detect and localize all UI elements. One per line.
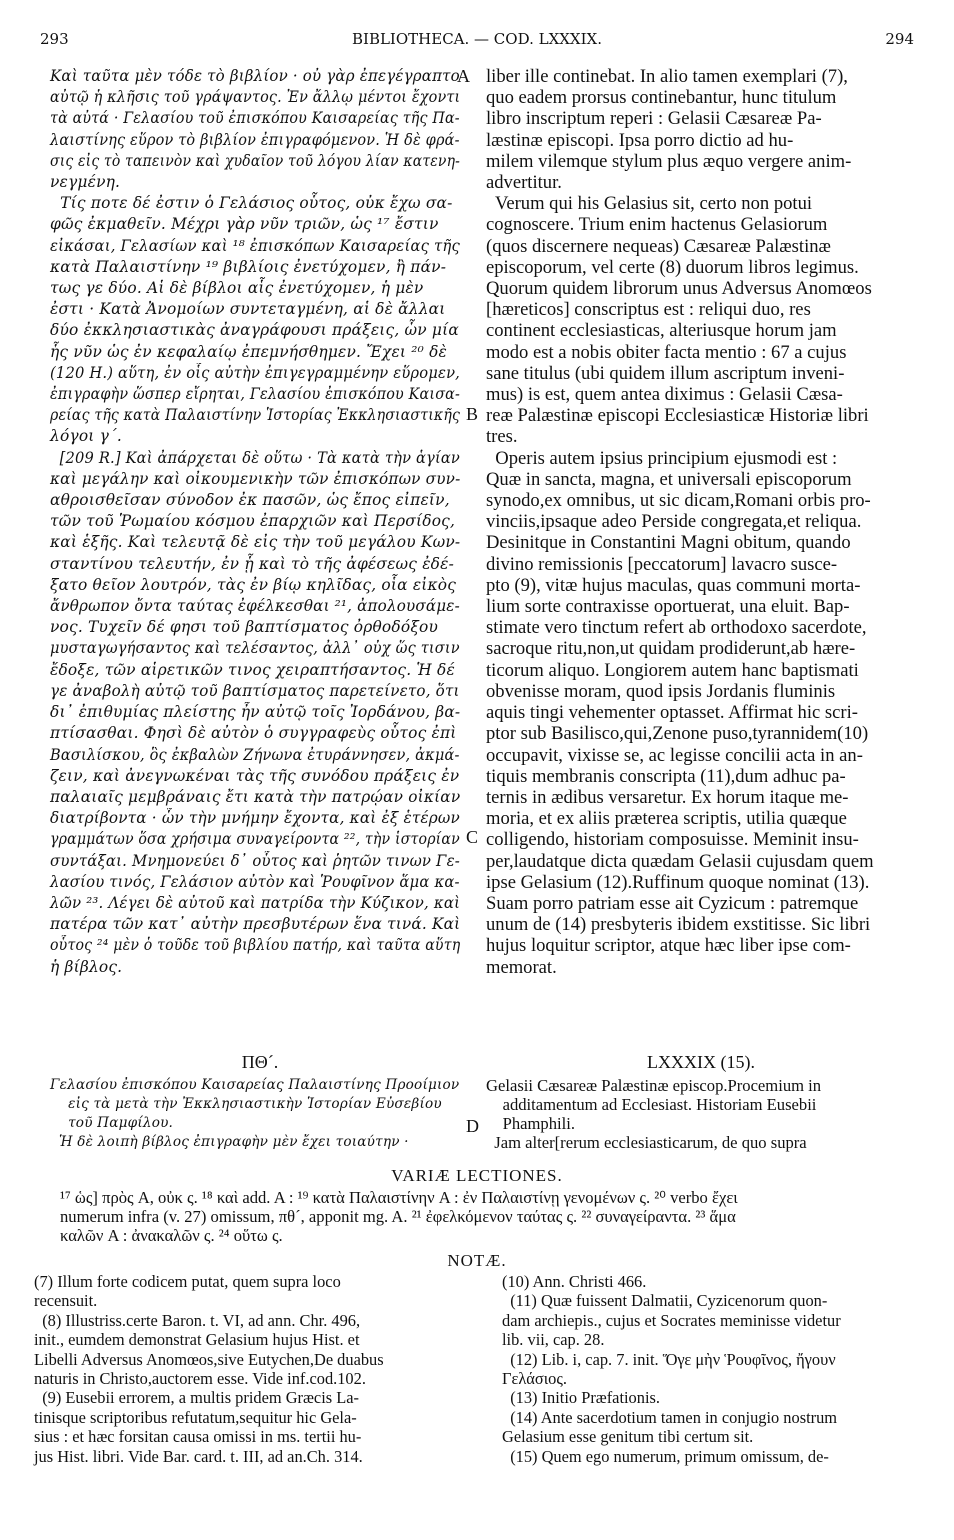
text-line: λασίου τινός, Γελάσιον αὐτὸν καὶ Ῥουφῖνον ἅμα κα- — [50, 872, 460, 891]
text-line: ἔδοξε, τῶν αἱρετικῶν τινος χειραπτήσαντος. Ἡ δέ — [50, 660, 455, 679]
text-line: καὶ ἑξῆς. Καὶ τελευτᾷ δὲ εἰς τὴν τοῦ μεγάλου Κων- — [50, 533, 461, 552]
text-line: hujus loquitur scriptor, atque hæc liber ipse com- — [486, 935, 851, 957]
variae-lectiones — [60, 1188, 738, 1245]
note-line: (12) Lib. i, cap. 7. init. Ὅγε μὴν Ῥουφῖνος, ἤγουν — [502, 1349, 836, 1369]
text-line: φῶς ἐκμαθεῖν. Μέχρι γὰρ νῦν τριῶν, ὡς ¹⁷ ἔστιν — [50, 215, 439, 234]
text-line: advertitur. — [486, 172, 562, 194]
note-line: Γελάσιος. — [502, 1369, 567, 1389]
note-line: (15) Quem ego numerum, primum omissum, de- — [502, 1446, 829, 1466]
text-line: Τίς ποτε δέ ἐστιν ὁ Γελάσιος οὗτος, οὐκ ἔχω σα- — [50, 194, 453, 213]
note-line: tinisque scriptoribus refutatum,sequitur hic Gela- — [34, 1407, 357, 1427]
text-line: occupavit, vixisse se, ac legisse concilii acta in an- — [486, 744, 863, 766]
text-line: πατέρα τῶν κατ᾽ αὐτὴν πρεσβυτέρων ἕνα τινά. Καὶ — [50, 915, 461, 934]
text-line: modo est a nobis obiter facta mentio : 67 a cujus — [486, 341, 847, 363]
note-line: Gelasium esse genitum tibi certum sit. — [502, 1427, 754, 1447]
note-line: (7) Illum forte codicem putat, quem supra loco — [34, 1272, 341, 1291]
text-line: memorat. — [486, 956, 557, 978]
text-line: ipse Gelasium (12).Ruffinum quoque nominat (13). — [486, 871, 870, 893]
text-line: οὗτος ²⁴ μὲν ὁ τοῦδε τοῦ βιβλίου πατήρ, καὶ ταῦτα αὕτη — [50, 936, 461, 955]
note-line: init., eumdem demonstrat Gelasium hujus Hist. et — [34, 1330, 360, 1350]
text-line: γραμμάτων ὅσα χρήσιμα συναγείροντα ²², τὴν ἱστορίαν — [50, 830, 460, 849]
section-title-greek: ΠΘ´. — [241, 1052, 279, 1072]
text-line: ρείας τῆς κατὰ Παλαιστίνην Ἱστορίας Ἐκκλησιαστικῆς — [50, 406, 461, 425]
text-line: episcoporum, vel certe (8) duorum libros legimus. — [486, 256, 859, 278]
text-line: sane titulus (ubi quidem illum ascriptum inveni- — [486, 362, 845, 384]
text-line: δύο ἐκκλησιαστικὰς ἀναγράφουσι πράξεις, ὧν μία — [50, 321, 459, 340]
text-line: ἐπιγραφὴν ὥσπερ εἴρηται, Γελασίου ἐπισκόπου Καισα- — [50, 385, 461, 404]
section-line: Phamphili. — [486, 1114, 575, 1133]
section-line: Gelasii Cæsareæ Palæstinæ episcop.Procemium in — [486, 1076, 822, 1095]
page-header — [40, 30, 914, 52]
text-line: δι᾽ ἐπιθυμίας πλείστης ἦν αὐτῷ τοῖς Ἰορδάνου, βα- — [50, 703, 461, 722]
text-line: (120 H.) αὕτη, ἐν οἷς αὐτὴν ἐπιγεγραμμένην εὕρομεν, — [50, 363, 461, 382]
text-line: ἄνθρωπον ὄντα ταύτας ἐφέλκεσθαι ²¹, ἀπολουσάμε- — [50, 597, 460, 616]
section-line: τοῦ Παμφίλου. — [50, 1115, 174, 1131]
text-line: aquis tingi vehementer optasset. Affirmat hic scri- — [486, 702, 858, 724]
note-line: dam archiepis., cujus et Socrates meminisse videtur — [502, 1310, 841, 1330]
text-line: λαιστίνης εὕρον τὸ βιβλίον ἐπιγραφόμενον. Ἡ δὲ φρά- — [50, 130, 460, 149]
text-line: Operis autem ipsius principium ejusmodi est : — [486, 447, 838, 469]
text-line: Verum qui his Gelasius sit, certo non potui — [486, 193, 813, 215]
text-line: ἐστι · Κατὰ Ἀνομοίων συντεταγμένη, αἱ δὲ ἄλλαι — [50, 300, 446, 319]
section-line: Jam alter[rerum ecclesiasticarum, de quo supra — [486, 1133, 807, 1152]
note-line: (13) Initio Præfationis. — [502, 1388, 660, 1408]
text-line: divino remissionis [peccatorum] lavacro susce- — [486, 553, 838, 575]
section-line: εἰς τὰ μετὰ τὴν Ἐκκλησιαστικὴν Ἱστορίαν Εὐσεβίου — [50, 1096, 442, 1112]
note-line: Libelli Adversus Anomœos,sive Eutychen,De duabus — [34, 1349, 384, 1369]
text-line: τῶν τοῦ Ῥωμαίου κόσμου ἐπαρχιῶν καὶ Περσίδος, — [50, 512, 456, 531]
text-line: per,laudatque dicta quædam Gelasii cujusdam quem — [486, 850, 874, 872]
text-line: πτίσασθαι. Φησὶ δὲ αὐτὸν ὁ συγγραφεὺς οὗτος ἐπὶ — [50, 724, 457, 743]
margin-mark-a: A — [457, 66, 470, 86]
text-line: quo eadem prorsus continebantur, hunc titulum — [486, 87, 837, 109]
text-line: pto (9), vitæ hujus maculas, quas communi morta- — [486, 574, 861, 596]
text-line: Quæ in sancta, magna, et universali episcoporum — [486, 468, 852, 490]
text-line: læstinæ episcopi. Ipsa porro dictio ad hu- — [486, 129, 794, 151]
note-line: (10) Ann. Christi 466. — [502, 1272, 647, 1291]
text-line: moria, et ex aliis præterea scriptis, utilia quæque — [486, 808, 847, 830]
text-line: τως γε δύο. Αἱ δὲ βίβλοι αἷς ἐνετύχομεν, ἡ μὲν — [50, 279, 424, 298]
section-line: Γελασίου ἐπισκόπου Καισαρείας Παλαιστίνης Προοίμιον — [50, 1077, 460, 1093]
margin-mark-b: B — [466, 404, 479, 424]
text-line: Suam porro patriam esse ait Cyzicum : patremque — [486, 892, 859, 914]
page-number-right: 294 — [885, 30, 914, 48]
text-line: συντάξαι. Μνημονεύει δ᾽ οὗτος καὶ ῥητῶν τινων Γε- — [50, 851, 460, 870]
text-line: σταντίνου τελευτήν, ἐν ᾗ καὶ τὸ τῆς ἀφέσεως ἐδέ- — [50, 554, 454, 573]
text-line: νεγμένη. — [50, 173, 121, 192]
text-line: ticorum aliquo. Longiorem autem hanc baptismati — [486, 659, 859, 681]
page-number-left: 293 — [40, 30, 69, 48]
running-title: BIBLIOTHECA. — COD. LXXXIX. — [352, 30, 602, 48]
note-line: naturis in Christo,auctorem esse. Vide inf.cod.102. — [34, 1369, 366, 1389]
note-line: sius : et hæc forsitan causa omissi in ms. tertii hu- — [34, 1427, 362, 1447]
section-heading-greek — [50, 1076, 459, 1152]
text-line: tres. — [486, 426, 518, 448]
variant-line: καλῶν A : ἀνακαλῶν ς. ²⁴ οὕτω ς. — [60, 1226, 283, 1245]
text-line: σις εἰς τὸ ταπεινὸν καὶ χυδαῖον τοῦ λόγου λίαν κατενη- — [50, 151, 461, 170]
text-line: obvenisse moram, quod ipsis Jordanis fluminis — [486, 680, 836, 702]
note-line: (11) Quæ fuissent Dalmatii, Cyzicenorum quon- — [502, 1291, 828, 1311]
text-line: stimate vero tinctum refert ab orthodoxo sacerdote, — [486, 617, 867, 639]
text-line: ἡ βίβλος. — [50, 957, 123, 976]
text-line: unum de (14) presbyteris ibidem exstitisse. Sic libri — [486, 914, 871, 936]
text-line: tiquis membranis conscripta (11),dum adhuc pa- — [486, 765, 846, 787]
section-title-latin: LXXXIX (15). — [647, 1052, 755, 1072]
text-line: Quorum quidem librorum unus Adversus Anomœos — [486, 278, 872, 300]
variant-line: numerum infra (v. 27) omissum, πθ´, apponit mg. A. ²¹ ἐφελκόμενον ταύτας ς. ²² συναγείραντα. ²³ ἅμα — [60, 1207, 736, 1226]
note-line: lib. vii, cap. 28. — [502, 1330, 605, 1350]
text-line: γε ἀναβολὴ αὐτῷ τοῦ βαπτίσματος παρετείνετο, ὅτι — [50, 681, 460, 700]
note-line: recensuit. — [34, 1291, 98, 1311]
text-line: Καὶ ταῦτα μὲν τόδε τὸ βιβλίον · οὐ γὰρ ἐπεγέγραπτο — [50, 67, 460, 85]
text-line: reæ Palæstinæ episcopi Ecclesiasticæ Historiæ libri — [486, 405, 869, 427]
notae-heading: NOTÆ. — [447, 1251, 507, 1270]
text-line: vinciis,ipsaque adeo Perside congregata,et reliqua. — [486, 511, 862, 533]
text-line: ξατο θεῖον λουτρόν, τὰς ἐν βίῳ κηλῖδας, οἷα εἰκὸς — [50, 575, 457, 594]
note-line: jus Hist. libri. Vide Bar. card. t. III, ad an.Ch. 314. — [34, 1446, 363, 1466]
section-heading-latin — [486, 1076, 821, 1152]
text-line: διατρίβοντα · ὧν τὴν μνήμην ἔχοντα, καὶ ἐξ ἑτέρων — [50, 809, 460, 828]
margin-mark-c: C — [466, 827, 479, 847]
text-line: [hæreticos] conscriptus est : reliqui duo, res — [486, 299, 811, 321]
variant-line: ¹⁷ ὡς] πρὸς A, οὐκ ς. ¹⁸ καὶ add. A : ¹⁹ κατὰ Παλαιστίνην A : ἐν Παλαιστίνῃ γενομένων ς. ²⁰ verbo ἔχει — [60, 1188, 738, 1207]
note-line: (9) Eusebii errorem, a multis pridem Græcis La- — [34, 1388, 359, 1408]
text-line: colligendo, historiam composuisse. Meminit insu- — [486, 829, 859, 851]
text-line: εἰκάσαι, Γελασίων καὶ ¹⁸ ἐπισκόπων Καισαρείας τῆς — [50, 236, 460, 255]
section-line: additamentum ad Ecclesiast. Historiam Eusebii — [486, 1095, 817, 1114]
text-line: lium sorte contraxisse oportuerat, una eluit. Bap- — [486, 596, 850, 618]
text-line: [209 R.] Καὶ ἀπάρχεται δὲ οὕτω · Τὰ κατὰ τὴν ἁγίαν — [50, 448, 460, 467]
text-line: liber ille continebat. In alio tamen exemplari (7), — [486, 66, 848, 87]
text-line: Βασιλίσκου, ὃς ἐκβαλὼν Ζήνωνα ἐτυράννησεν, ἀκμά- — [50, 745, 460, 764]
text-line: ζειν, καὶ ἀνεγνωκέναι τὰς τῆς συνόδου πράξεις ἐν — [50, 766, 460, 785]
greek-column — [50, 66, 470, 978]
text-line: καὶ μεγάλην καὶ οἰκουμενικὴν τῶν ἐπισκόπων συν- — [50, 469, 461, 488]
variae-lectiones-heading: VARIÆ LECTIONES. — [391, 1166, 563, 1185]
text-line: λῶν ²³. Λέγει δὲ αὐτοῦ καὶ πατρίδα τὴν Κύζικον, καὶ — [50, 893, 461, 912]
text-line: λόγοι γ´. — [50, 427, 122, 446]
notes-left — [34, 1272, 384, 1466]
text-line: ternis in ædibus versaretur. Ex horum itaque me- — [486, 786, 849, 808]
text-line: synodo,ex omnibus, ut sic dicam,Romani orbis pro- — [486, 490, 871, 512]
section-line: Ἡ δὲ λοιπὴ βίβλος ἐπιγραφὴν μὲν ἔχει τοιαύτην · — [50, 1134, 409, 1150]
text-line: cognoscere. Trium enim hactenus Gelasiorum — [486, 214, 828, 236]
text-line: libro inscriptum reperi : Gelasii Cæsareæ Pa- — [486, 108, 822, 130]
note-line: (14) Ante sacerdotium tamen in conjugio nostrum — [502, 1407, 838, 1427]
text-line: mus) is est, quem antea diximus : Gelasii Cæsa- — [486, 384, 843, 406]
text-line: Desinitque in Constantini Magni obitum, quando — [486, 532, 851, 554]
latin-column — [486, 66, 916, 978]
text-line: ἧς νῦν ὡς ἐν κεφαλαίῳ ἐπεμνήσθημεν. Ἔχει ²⁰ δὲ — [50, 342, 448, 361]
text-line: αθροισθεῖσαν σύνοδον ἐκ πασῶν, ὡς ἔπος εἰπεῖν, — [50, 491, 450, 510]
text-line: νος. Τυχεῖν δέ φησι τοῦ βαπτίσματος ὀρθοδόξου — [50, 618, 439, 637]
text-line: παλαιαῖς μεμβράναις ἔτι κατὰ τὴν πατρῴαν οἰκίαν — [50, 787, 461, 806]
text-line: sacroque ritu,non,ut quidam prodiderunt,ab hære- — [486, 638, 856, 660]
text-line: μυσταγωγήσαντος καὶ τελέσαντος, ἀλλ᾽ οὐχ ὥς τισιν — [50, 639, 460, 658]
text-line: ptor sub Basilisco,qui,Zenone puso,tyrannidem(10) — [486, 723, 869, 745]
text-line: (quos discernere nequeas) Cæsareæ Palæstinæ — [486, 235, 831, 257]
text-line: milem vilemque stylum plus æquo vergere anim- — [486, 150, 852, 172]
note-line: (8) Illustriss.certe Baron. t. VI, ad ann. Chr. 496, — [34, 1310, 361, 1330]
text-line: αὐτῷ ἡ κλῆσις τοῦ γράψαντος. Ἐν ἄλλῳ μέντοι ἔχοντι — [50, 88, 461, 107]
text-line: τὰ αὐτά · Γελασίου τοῦ ἐπισκόπου Καισαρείας τῆς Πα- — [50, 109, 460, 128]
margin-mark-d: D — [466, 1116, 479, 1136]
text-line: continent ecclesiasticas, alteriusque horum jam — [486, 320, 837, 342]
notes-right — [502, 1272, 841, 1466]
text-line: κατὰ Παλαιστίνην ¹⁹ βιβλίοις ἐνετύχομεν, ἢ πάν- — [50, 257, 447, 276]
